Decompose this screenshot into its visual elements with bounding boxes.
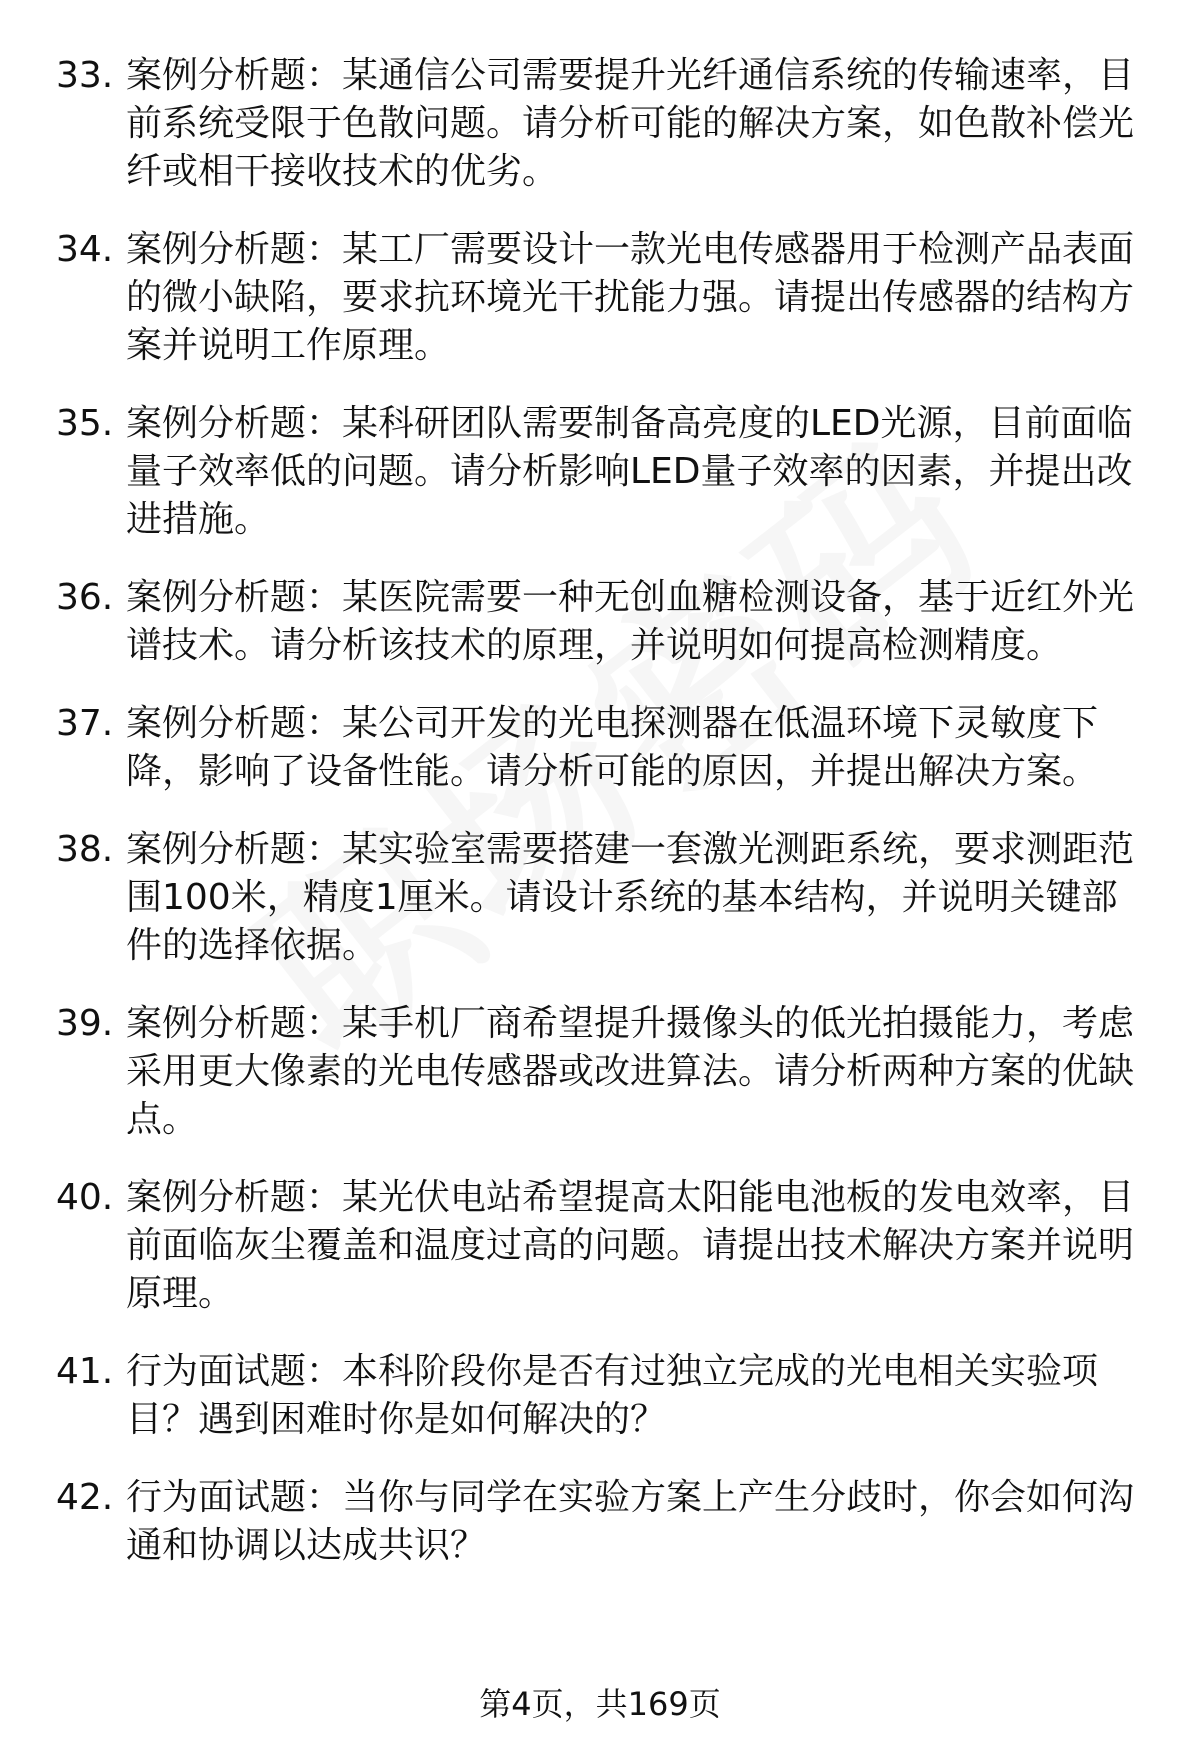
list-item (56, 826, 1146, 970)
question-number: 33. (56, 55, 114, 96)
list-item (56, 52, 1146, 196)
question-text: 案例分析题：某光伏电站希望提高太阳能电池板的发电效率，目前面临灰尘覆盖和温度过高的问题。请提出技术解决方案并说明原理。 (126, 1177, 1135, 1314)
question-number: 37. (56, 703, 114, 744)
list-item (56, 1174, 1146, 1318)
page-footer (0, 1684, 1200, 1724)
question-text: 行为面试题：本科阶段你是否有过独立完成的光电相关实验项目？遇到困难时你是如何解决的？ (126, 1351, 1099, 1440)
question-text: 案例分析题：某医院需要一种无创血糖检测设备，基于近红外光谱技术。请分析该技术的原理，并说明如何提高检测精度。 (126, 577, 1135, 666)
list-item (56, 1348, 1146, 1444)
question-text: 行为面试题：当你与同学在实验方案上产生分歧时，你会如何沟通和协调以达成共识？ (126, 1477, 1135, 1566)
question-text: 案例分析题：某工厂需要设计一款光电传感器用于检测产品表面的微小缺陷，要求抗环境光干扰能力强。请提出传感器的结构方案并说明工作原理。 (126, 229, 1135, 366)
question-number: 42. (56, 1477, 114, 1518)
question-text: 案例分析题：某手机厂商希望提升摄像头的低光拍摄能力，考虑采用更大像素的光电传感器或改进算法。请分析两种方案的优缺点。 (126, 1003, 1135, 1140)
question-number: 35. (56, 403, 114, 444)
question-text: 案例分析题：某公司开发的光电探测器在低温环境下灵敏度下降，影响了设备性能。请分析可能的原因，并提出解决方案。 (126, 703, 1099, 792)
question-number: 38. (56, 829, 114, 870)
question-number: 41. (56, 1351, 114, 1392)
question-text: 案例分析题：某科研团队需要制备高亮度的LED光源，目前面临量子效率低的问题。请分析影响LED量子效率的因素，并提出改进措施。 (126, 403, 1133, 540)
question-number: 34. (56, 229, 114, 270)
list-item (56, 226, 1146, 370)
question-text: 案例分析题：某通信公司需要提升光纤通信系统的传输速率，目前系统受限于色散问题。请分析可能的解决方案，如色散补偿光纤或相干接收技术的优劣。 (126, 55, 1135, 192)
list-item (56, 1474, 1146, 1570)
question-number: 36. (56, 577, 114, 618)
question-text: 案例分析题：某实验室需要搭建一套激光测距系统，要求测距范围100米，精度1厘米。请设计系统的基本结构，并说明关键部件的选择依据。 (126, 829, 1135, 966)
question-list (56, 52, 1146, 1600)
page-number: 第4页，共169页 (479, 1685, 721, 1723)
list-item (56, 700, 1146, 796)
list-item (56, 400, 1146, 544)
question-number: 40. (56, 1177, 114, 1218)
list-item (56, 574, 1146, 670)
question-number: 39. (56, 1003, 114, 1044)
list-item (56, 1000, 1146, 1144)
